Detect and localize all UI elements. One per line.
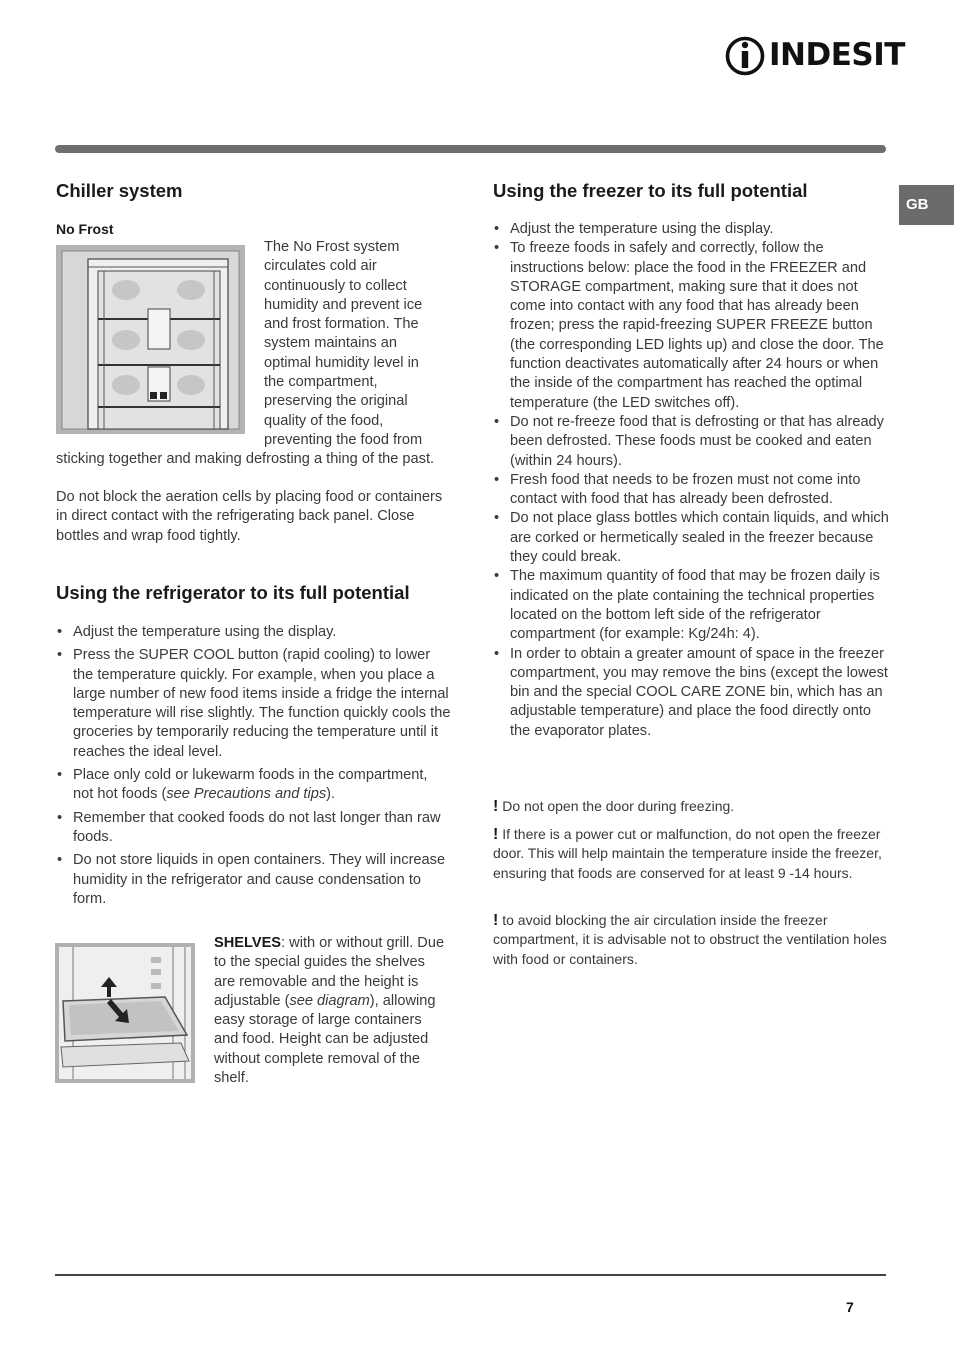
fridge-bullets bbox=[56, 623, 451, 909]
text-line: optimal humidity level in bbox=[264, 354, 419, 371]
warning-mark: ! bbox=[493, 912, 499, 929]
fridge-title: Using the refrigerator to its full potential bbox=[56, 582, 410, 603]
indesit-logo bbox=[724, 34, 905, 78]
text-line: The No Frost system bbox=[264, 239, 400, 255]
list-item-text: Place only cold or lukewarm foods in the compartment, not hot foods ( bbox=[73, 767, 428, 803]
page-number: 7 bbox=[846, 1299, 854, 1315]
warning-note bbox=[493, 911, 889, 969]
text-line: humidity and prevent ice bbox=[264, 296, 423, 313]
warning-text: If there is a power cut or malfunction, do not open the freezer door. This will help maintain the temperature inside the freezer, ensuring that foods are conserved for at least 9 -14 hours. bbox=[493, 826, 882, 881]
warning-note bbox=[493, 825, 889, 883]
freezer-title: Using the freezer to its full potential bbox=[493, 180, 808, 201]
shelves-text bbox=[214, 934, 450, 1088]
shelves-diagram-ref: see diagram bbox=[289, 992, 370, 1009]
cross-reference: see Precautions and tips bbox=[166, 786, 327, 803]
list-item-text: Press the SUPER COOL button (rapid cooling) to lower the temperature quickly. For example, when you place a large number of new food items inside a fridge the internal temperature will rise slightly. The function quickly cools the groceries by temporarily reducing the temperature until it reaches the ideal level. bbox=[73, 647, 451, 760]
no-frost-subtitle: No Frost bbox=[56, 221, 114, 237]
freezer-bullets bbox=[493, 220, 889, 741]
no-frost-continuation: sticking together and making defrosting a thing of the past. bbox=[56, 451, 435, 467]
list-item: • Do not place glass bottles which contain liquids, and which are corked or hermetically sealed in the freezer because they could break. bbox=[493, 509, 889, 567]
language-tab: GB bbox=[899, 185, 954, 225]
list-item: • The maximum quantity of food that may be frozen daily is indicated on the plate containing the technical properties located on the bottom left side of the refrigerator compartment (for example: Kg/24h: 4). bbox=[493, 567, 889, 644]
list-item: • Remember that cooked foods do not last longer than raw foods. bbox=[56, 809, 451, 848]
list-item: • Do not re-freeze food that is defrosting or that has already been defrosted. These foods must be cooked and eaten (within 24 hours). bbox=[493, 413, 889, 471]
list-item: • Fresh food that needs to be frozen must not come into contact with food that has already been defrosted. bbox=[493, 471, 889, 510]
warning-text: Do not open the door during freezing. bbox=[502, 798, 735, 814]
shelves-illustration bbox=[55, 943, 195, 1083]
list-item: • Do not store liquids in open containers. They will increase humidity in the refrigerator and cause condensation to form. bbox=[56, 851, 451, 909]
brand-wordmark: INDESIT bbox=[769, 37, 905, 73]
list-item bbox=[56, 766, 451, 805]
shelves-text-part1: : with or without grill. Due to the special guides the shelves are removable and the height is adjustable ( bbox=[214, 935, 445, 1009]
list-item: • In order to obtain a greater amount of space in the freezer compartment, you may remove the bins (except the lowest bin and the special COOL CARE ZONE bin, which has an adjustable temperature) and place the food directly onto the evaporator plates. bbox=[493, 645, 889, 741]
text-line: and frost formation. The bbox=[264, 316, 419, 333]
text-line: preventing the food from bbox=[264, 431, 423, 448]
footer-divider bbox=[55, 1274, 886, 1276]
list-item bbox=[56, 646, 451, 762]
text-line: the compartment, bbox=[264, 374, 378, 391]
text-line: circulates cold air bbox=[264, 258, 377, 275]
warning-mark: ! bbox=[493, 798, 499, 815]
no-frost-wrap-text bbox=[264, 238, 454, 450]
list-item: • To freeze foods in safely and correctly, follow the instructions below: place the food in the FREEZER and STORAGE compartment, making sure that it does not come into contact with any food that has already been frozen; press the rapid-freezing SUPER FREEZE button (the corresponding LED lights up) and close the door. The function deactivates automatically after 24 hours or when the inside of the compartment has reached the optimal temperature (the LED switches off). bbox=[493, 239, 889, 413]
list-item: • Adjust the temperature using the display. bbox=[493, 220, 889, 239]
no-frost-para2: Do not block the aeration cells by placing food or containers in direct contact with the refrigerating back panel. Close bottles and wrap food tightly. bbox=[56, 489, 443, 544]
warning-note bbox=[493, 797, 889, 816]
warning-mark: ! bbox=[493, 826, 499, 843]
text-line: continuously to collect bbox=[264, 277, 407, 294]
indesit-logo-symbol bbox=[724, 34, 766, 78]
warning-text: to avoid blocking the air circulation inside the freezer compartment, it is advisable not to obstruct the ventilation holes with food or containers. bbox=[493, 912, 887, 967]
no-frost-illustration bbox=[56, 245, 245, 434]
shelves-text-part2: ), allowing easy storage of large containers and food. Height can be adjusted without complete removal of the shelf. bbox=[214, 992, 436, 1087]
text-line: preserving the original bbox=[264, 393, 408, 410]
text-line: system maintains an bbox=[264, 335, 398, 352]
list-item-text: ). bbox=[326, 786, 336, 803]
chiller-title: Chiller system bbox=[56, 180, 183, 201]
shelves-label: SHELVES bbox=[214, 935, 282, 951]
text-line: quality of the food, bbox=[264, 412, 384, 429]
list-item: • Adjust the temperature using the display. bbox=[56, 623, 451, 642]
header-divider bbox=[55, 145, 886, 153]
